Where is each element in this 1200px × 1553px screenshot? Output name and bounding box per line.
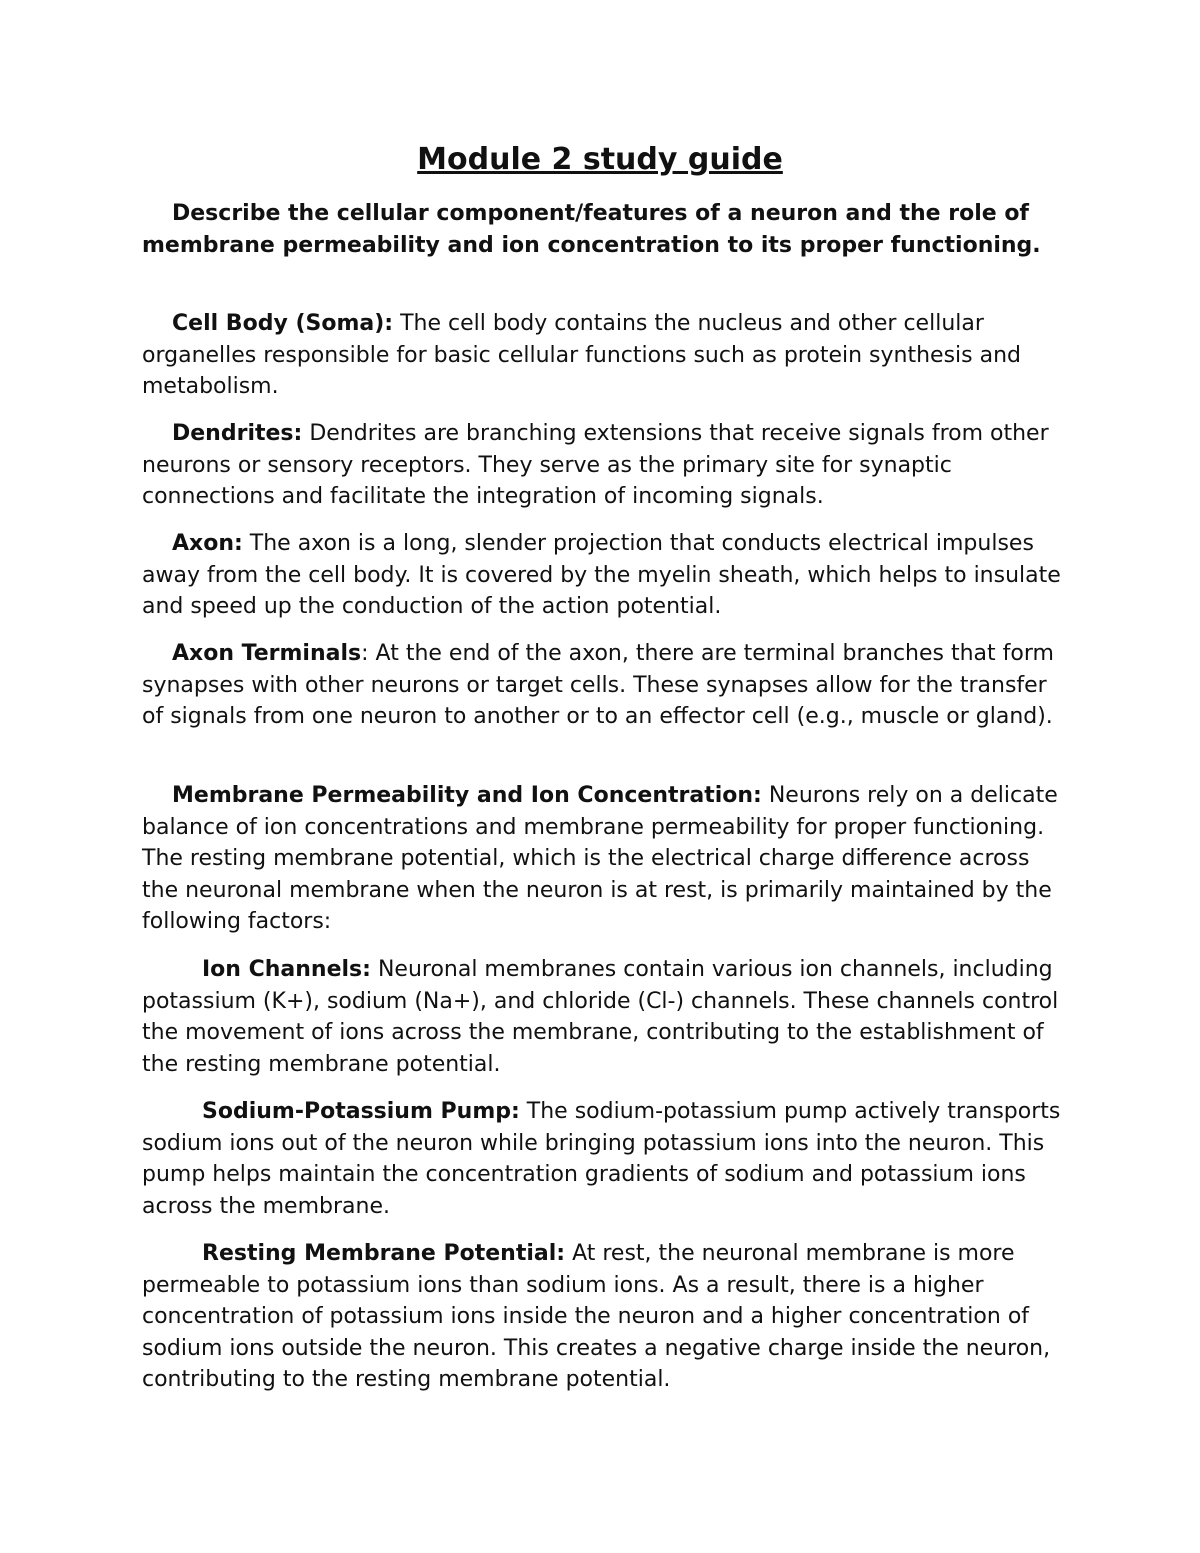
section-term: Axon Terminals xyxy=(172,641,362,666)
section-term: Membrane Permeability and Ion Concentration: xyxy=(172,783,762,808)
section-ion-channels xyxy=(142,954,1072,1080)
section-term: Sodium-Potassium Pump: xyxy=(202,1099,520,1124)
section-membrane-permeability xyxy=(142,780,1072,938)
section-axon-terminals xyxy=(142,638,1072,733)
section-text: At rest, the neuronal membrane is more permeable to potassium ions than sodium ions. As a result, there is a higher concentration of potassium ions inside the neuron and a higher concentration of sodium ions outside the neuron. This creates a negative charge inside the neuron, contributing to the resting membrane potential. xyxy=(142,1241,1051,1392)
section-text: : At the end of the axon, there are terminal branches that form synapses with other neurons or target cells. These synapses allow for the transfer of signals from one neuron to another or to an effector cell (e.g., muscle or gland). xyxy=(142,641,1054,729)
section-text: Neuronal membranes contain various ion channels, including potassium (K+), sodium (Na+), and chloride (Cl-) channels. These channels control the movement of ions across the membrane, contributing to the establishment of the resting membrane potential. xyxy=(142,957,1059,1077)
section-dendrites xyxy=(142,418,1072,513)
section-text: Dendrites are branching extensions that receive signals from other neurons or sensory receptors. They serve as the primary site for synaptic connections and facilitate the integration of incoming signals. xyxy=(142,421,1049,509)
section-term: Ion Channels: xyxy=(202,957,371,982)
section-text: The cell body contains the nucleus and other cellular organelles responsible for basic cellular functions such as protein synthesis and metabolism. xyxy=(142,311,1021,399)
section-term: Cell Body (Soma): xyxy=(172,311,394,336)
section-axon xyxy=(142,528,1072,623)
section-term: Axon: xyxy=(172,531,243,556)
page-title: Module 2 study guide xyxy=(417,142,783,177)
section-cell-body xyxy=(142,308,1072,403)
section-text: Neurons rely on a delicate balance of ion concentrations and membrane permeability for proper functioning. The resting membrane potential, which is the electrical charge difference across the neuronal membrane when the neuron is at rest, is primarily maintained by the following factors: xyxy=(142,783,1058,934)
section-resting-membrane-potential xyxy=(142,1238,1072,1396)
section-term: Resting Membrane Potential: xyxy=(202,1241,566,1266)
section-term: Dendrites: xyxy=(172,421,303,446)
intro-question: Describe the cellular component/features of a neuron and the role of membrane permeability and ion concentration to its proper functioning. xyxy=(142,201,1041,258)
section-text: The sodium-potassium pump actively transports sodium ions out of the neuron while bringing potassium ions into the neuron. This pump helps maintain the concentration gradients of sodium and potassium ions across the membrane. xyxy=(142,1099,1061,1219)
section-text: The axon is a long, slender projection that conducts electrical impulses away from the cell body. It is covered by the myelin sheath, which helps to insulate and speed up the conduction of the action potential. xyxy=(142,531,1061,619)
section-sodium-potassium-pump xyxy=(142,1096,1072,1222)
